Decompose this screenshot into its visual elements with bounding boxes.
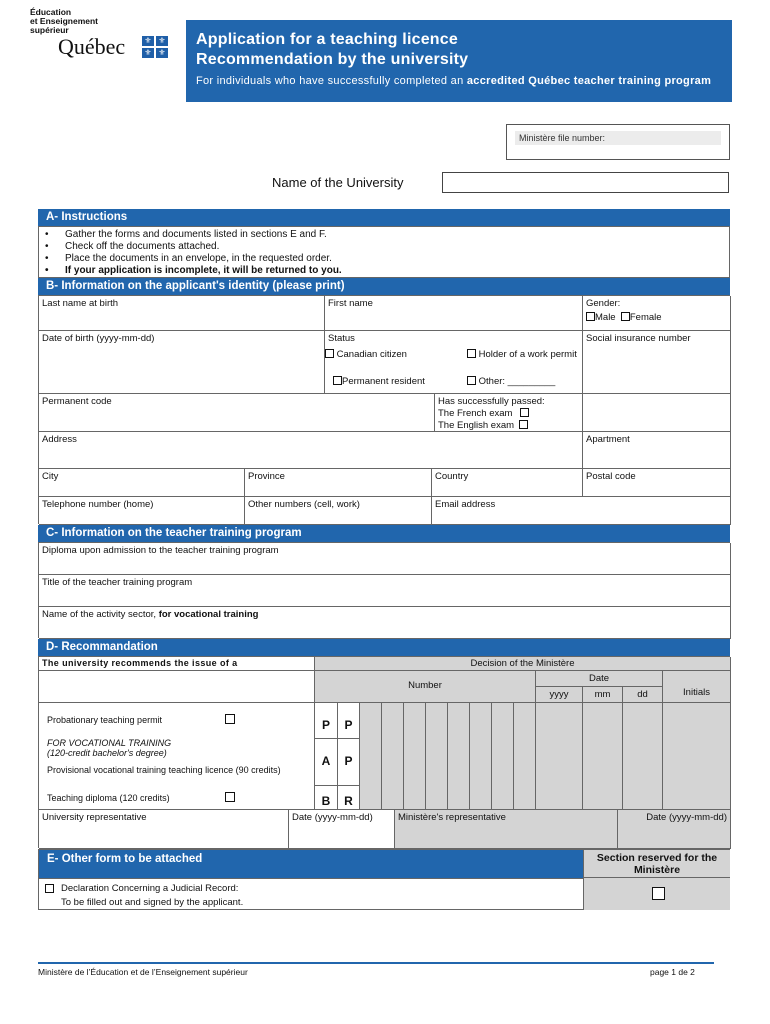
section-a-instructions bbox=[38, 226, 730, 278]
footer-page-number: page 1 de 2 bbox=[650, 967, 695, 977]
ministry-logo bbox=[30, 8, 180, 58]
section-d-heading: D- Recommandation bbox=[38, 639, 730, 656]
decision-header: Decision of the Ministère bbox=[315, 657, 731, 671]
university-representative-field[interactable]: University representative bbox=[39, 810, 289, 849]
code-p3: P bbox=[338, 739, 360, 786]
date-of-birth-field[interactable]: Date of birth (yyyy-mm-dd) bbox=[39, 331, 325, 394]
status-field bbox=[325, 331, 583, 394]
instruction-item: • Check off the documents attached. bbox=[39, 241, 729, 253]
logo-org-line1: Éducation bbox=[30, 7, 72, 17]
judicial-record-checkbox[interactable] bbox=[45, 884, 54, 893]
fleur-de-lis-flag-icon: ⚜ ⚜ ⚜ ⚜ bbox=[142, 36, 168, 58]
canadian-citizen-label: Canadian citizen bbox=[336, 349, 407, 360]
number-digit-box[interactable] bbox=[470, 703, 492, 810]
section-e bbox=[38, 849, 730, 910]
english-exam-checkbox[interactable] bbox=[519, 420, 528, 429]
instruction-item: • If your application is incomplete, it will be returned to you. bbox=[39, 265, 729, 277]
code-r: R bbox=[338, 786, 360, 810]
section-b-form bbox=[38, 295, 730, 524]
initials-box[interactable] bbox=[663, 703, 731, 810]
section-c-form bbox=[38, 542, 730, 638]
apartment-field[interactable]: Apartment bbox=[583, 432, 731, 469]
footer-ministry: Ministère de l’Éducation et de l’Enseignement supérieur bbox=[38, 967, 248, 977]
date-header: Date bbox=[536, 671, 663, 687]
other-numbers-field[interactable]: Other numbers (cell, work) bbox=[245, 497, 432, 525]
reserved-ministere-header: Section reserved for the Ministère bbox=[583, 850, 730, 878]
province-field[interactable]: Province bbox=[245, 469, 432, 497]
address-field[interactable]: Address bbox=[39, 432, 583, 469]
logo-org-line3: supérieur bbox=[30, 25, 69, 35]
judicial-record-item bbox=[39, 878, 583, 910]
sin-field[interactable]: Social insurance number bbox=[583, 331, 731, 394]
exams-passed-field bbox=[435, 394, 583, 432]
work-permit-checkbox[interactable] bbox=[467, 349, 476, 358]
recommends-header: The university recommends the issue of a bbox=[39, 657, 315, 671]
female-label: Female bbox=[629, 312, 662, 323]
number-digit-box[interactable] bbox=[514, 703, 536, 810]
section-c-heading: C- Information on the teacher training program bbox=[38, 525, 730, 542]
instruction-item: • Gather the forms and documents listed in sections E and F. bbox=[39, 229, 729, 241]
reserved-checkbox[interactable] bbox=[652, 887, 665, 900]
probationary-checkbox[interactable] bbox=[225, 714, 235, 724]
logo-quebec-wordmark: Québec bbox=[58, 34, 126, 59]
title-banner bbox=[186, 20, 732, 102]
reserved-ministere-box bbox=[583, 878, 730, 910]
home-phone-field[interactable]: Telephone number (home) bbox=[39, 497, 245, 525]
probationary-label: Probationary teaching permit bbox=[47, 715, 163, 725]
admission-diploma-field[interactable]: Diploma upon admission to the teacher training program bbox=[39, 543, 731, 575]
number-digit-box[interactable] bbox=[492, 703, 514, 810]
recommend-spacer bbox=[39, 671, 315, 703]
french-exam-checkbox[interactable] bbox=[520, 408, 529, 417]
number-digit-box[interactable] bbox=[426, 703, 448, 810]
male-label: Male bbox=[595, 312, 616, 323]
postal-code-field[interactable]: Postal code bbox=[583, 469, 731, 497]
other-status-label: Other: _________ bbox=[478, 376, 556, 387]
form-title: Application for a teaching licence bbox=[196, 31, 458, 48]
female-checkbox[interactable] bbox=[621, 312, 630, 321]
exams-passed-label: Has successfully passed: bbox=[438, 396, 545, 407]
city-field[interactable]: City bbox=[39, 469, 245, 497]
vocational-note: (120-credit bachelor's degree) bbox=[47, 748, 167, 758]
mm-header: mm bbox=[583, 687, 623, 703]
judicial-record-label: Declaration Concerning a Judicial Record: bbox=[61, 883, 239, 894]
code-p1: P bbox=[315, 703, 338, 739]
first-name-field[interactable]: First name bbox=[325, 296, 583, 331]
university-name-field[interactable] bbox=[442, 172, 729, 193]
country-field[interactable]: Country bbox=[432, 469, 583, 497]
section-d-form bbox=[38, 656, 730, 848]
form-eligibility-note: For individuals who have successfully completed an accredited Québec teacher training program bbox=[196, 75, 712, 87]
code-b: B bbox=[315, 786, 338, 810]
date-mm-box[interactable] bbox=[583, 703, 623, 810]
dd-header: dd bbox=[623, 687, 663, 703]
english-exam-label: The English exam bbox=[438, 420, 515, 431]
section-a-heading: A- Instructions bbox=[38, 209, 730, 226]
instruction-item: • Place the documents in an envelope, in the requested order. bbox=[39, 253, 729, 265]
logo-org-line2: et Enseignement bbox=[30, 16, 99, 26]
permanent-resident-label: Permanent resident bbox=[342, 376, 425, 387]
work-permit-label: Holder of a work permit bbox=[478, 349, 577, 360]
teaching-diploma-label: Teaching diploma (120 credits) bbox=[47, 793, 170, 803]
vocational-label: FOR VOCATIONAL TRAINING bbox=[47, 738, 172, 748]
last-name-field[interactable]: Last name at birth bbox=[39, 296, 325, 331]
initials-header: Initials bbox=[663, 671, 731, 703]
file-number-box[interactable] bbox=[506, 124, 730, 160]
number-digit-box[interactable] bbox=[360, 703, 382, 810]
canadian-citizen-checkbox[interactable] bbox=[325, 349, 334, 358]
section-b-heading: B- Information on the applicant's identity (please print) bbox=[38, 278, 730, 295]
code-a: A bbox=[315, 739, 338, 786]
french-exam-label: The French exam bbox=[438, 408, 513, 419]
male-checkbox[interactable] bbox=[586, 312, 595, 321]
section-e-heading: E- Other form to be attached bbox=[39, 850, 583, 878]
file-number-label: Ministère file number: bbox=[515, 131, 721, 145]
licence-options bbox=[39, 703, 315, 810]
provisional-label: Provisional vocational training teaching licence (90 credits) bbox=[47, 765, 281, 775]
gender-label: Gender: bbox=[586, 298, 621, 309]
teaching-diploma-checkbox[interactable] bbox=[225, 792, 235, 802]
yyyy-header: yyyy bbox=[536, 687, 583, 703]
code-p2: P bbox=[338, 703, 360, 739]
permanent-resident-checkbox[interactable] bbox=[333, 376, 342, 385]
permanent-code-field[interactable]: Permanent code bbox=[39, 394, 435, 432]
number-digit-box[interactable] bbox=[382, 703, 404, 810]
date-yyyy-box[interactable] bbox=[536, 703, 583, 810]
number-digit-box[interactable] bbox=[448, 703, 470, 810]
status-label: Status bbox=[328, 333, 355, 344]
program-title-field[interactable]: Title of the teacher training program bbox=[39, 575, 731, 607]
perm-code-spacer bbox=[583, 394, 731, 432]
form-subtitle: Recommendation by the university bbox=[196, 51, 469, 68]
other-status-checkbox[interactable] bbox=[467, 376, 476, 385]
date-dd-box[interactable] bbox=[623, 703, 663, 810]
number-digit-box[interactable] bbox=[404, 703, 426, 810]
university-date-field[interactable]: Date (yyyy-mm-dd) bbox=[289, 810, 395, 849]
footer-rule bbox=[38, 962, 714, 964]
ministere-date-field[interactable]: Date (yyyy-mm-dd) bbox=[618, 810, 731, 849]
university-label: Name of the University bbox=[272, 175, 404, 190]
gender-field bbox=[583, 296, 731, 331]
ministere-representative-field[interactable]: Ministère's representative bbox=[395, 810, 618, 849]
number-header: Number bbox=[315, 671, 536, 703]
activity-sector-field[interactable]: Name of the activity sector, for vocational training bbox=[39, 607, 731, 639]
email-field[interactable]: Email address bbox=[432, 497, 731, 525]
judicial-record-note: To be filled out and signed by the applicant. bbox=[61, 897, 244, 908]
